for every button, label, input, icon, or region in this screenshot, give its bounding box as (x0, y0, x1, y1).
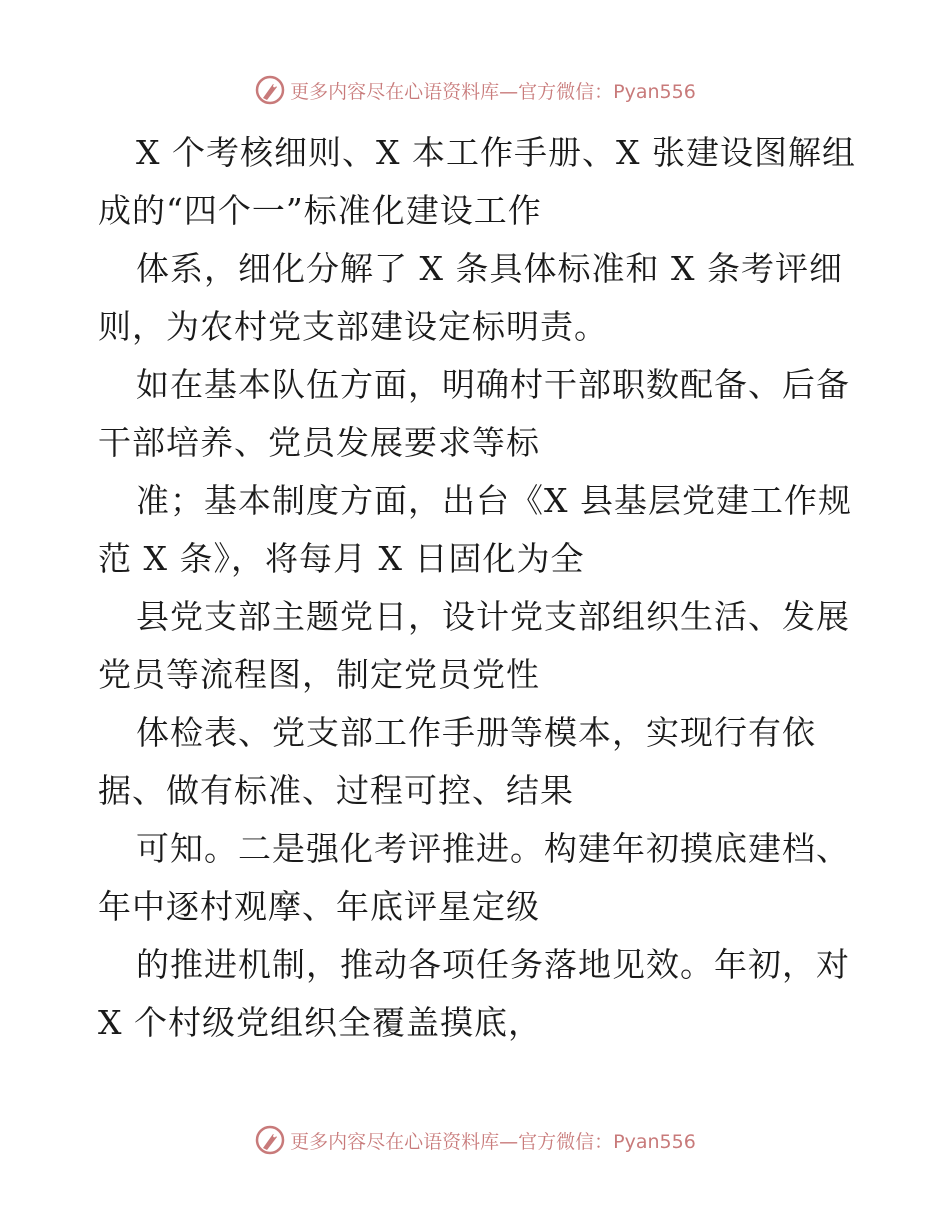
document-body (98, 124, 858, 1052)
text-line: 年中逐村观摩、年底评星定级 (98, 887, 540, 926)
text-line: X 个考核细则、X 本工作手册、X 张建设图解组 (136, 133, 856, 172)
text-line: 的推进机制，推动各项任务落地见效。年初，对 (136, 945, 850, 984)
pen-nib-circle-icon (254, 74, 286, 106)
text-line: 党员等流程图，制定党员党性 (98, 655, 540, 694)
text-line: 成的“四个一”标准化建设工作 (98, 191, 542, 230)
watermark-text: 更多内容尽在心语资料库—官方微信：Pyan556 (290, 1130, 696, 1153)
text-line: 如在基本队伍方面，明确村干部职数配备、后备 (136, 365, 850, 404)
text-line: 据、做有标准、过程可控、结果 (98, 771, 574, 810)
text-line: 体检表、党支部工作手册等模本，实现行有依 (136, 713, 816, 752)
text-line: 范 X 条》，将每月 X 日固化为全 (98, 539, 585, 578)
pen-nib-circle-icon (254, 1124, 286, 1156)
text-line: 干部培养、党员发展要求等标 (98, 423, 540, 462)
header-watermark (0, 74, 950, 106)
text-line: 则，为农村党支部建设定标明责。 (98, 307, 608, 346)
text-line: 体系，细化分解了 X 条具体标准和 X 条考评细 (136, 249, 843, 288)
footer-watermark (0, 1124, 950, 1156)
watermark-text: 更多内容尽在心语资料库—官方微信：Pyan556 (290, 80, 696, 103)
text-line: X 个村级党组织全覆盖摸底， (98, 1003, 542, 1042)
text-line: 县党支部主题党日，设计党支部组织生活、发展 (136, 597, 850, 636)
text-line: 准；基本制度方面，出台《X 县基层党建工作规 (136, 481, 852, 520)
text-line: 可知。二是强化考评推进。构建年初摸底建档、 (136, 829, 850, 868)
